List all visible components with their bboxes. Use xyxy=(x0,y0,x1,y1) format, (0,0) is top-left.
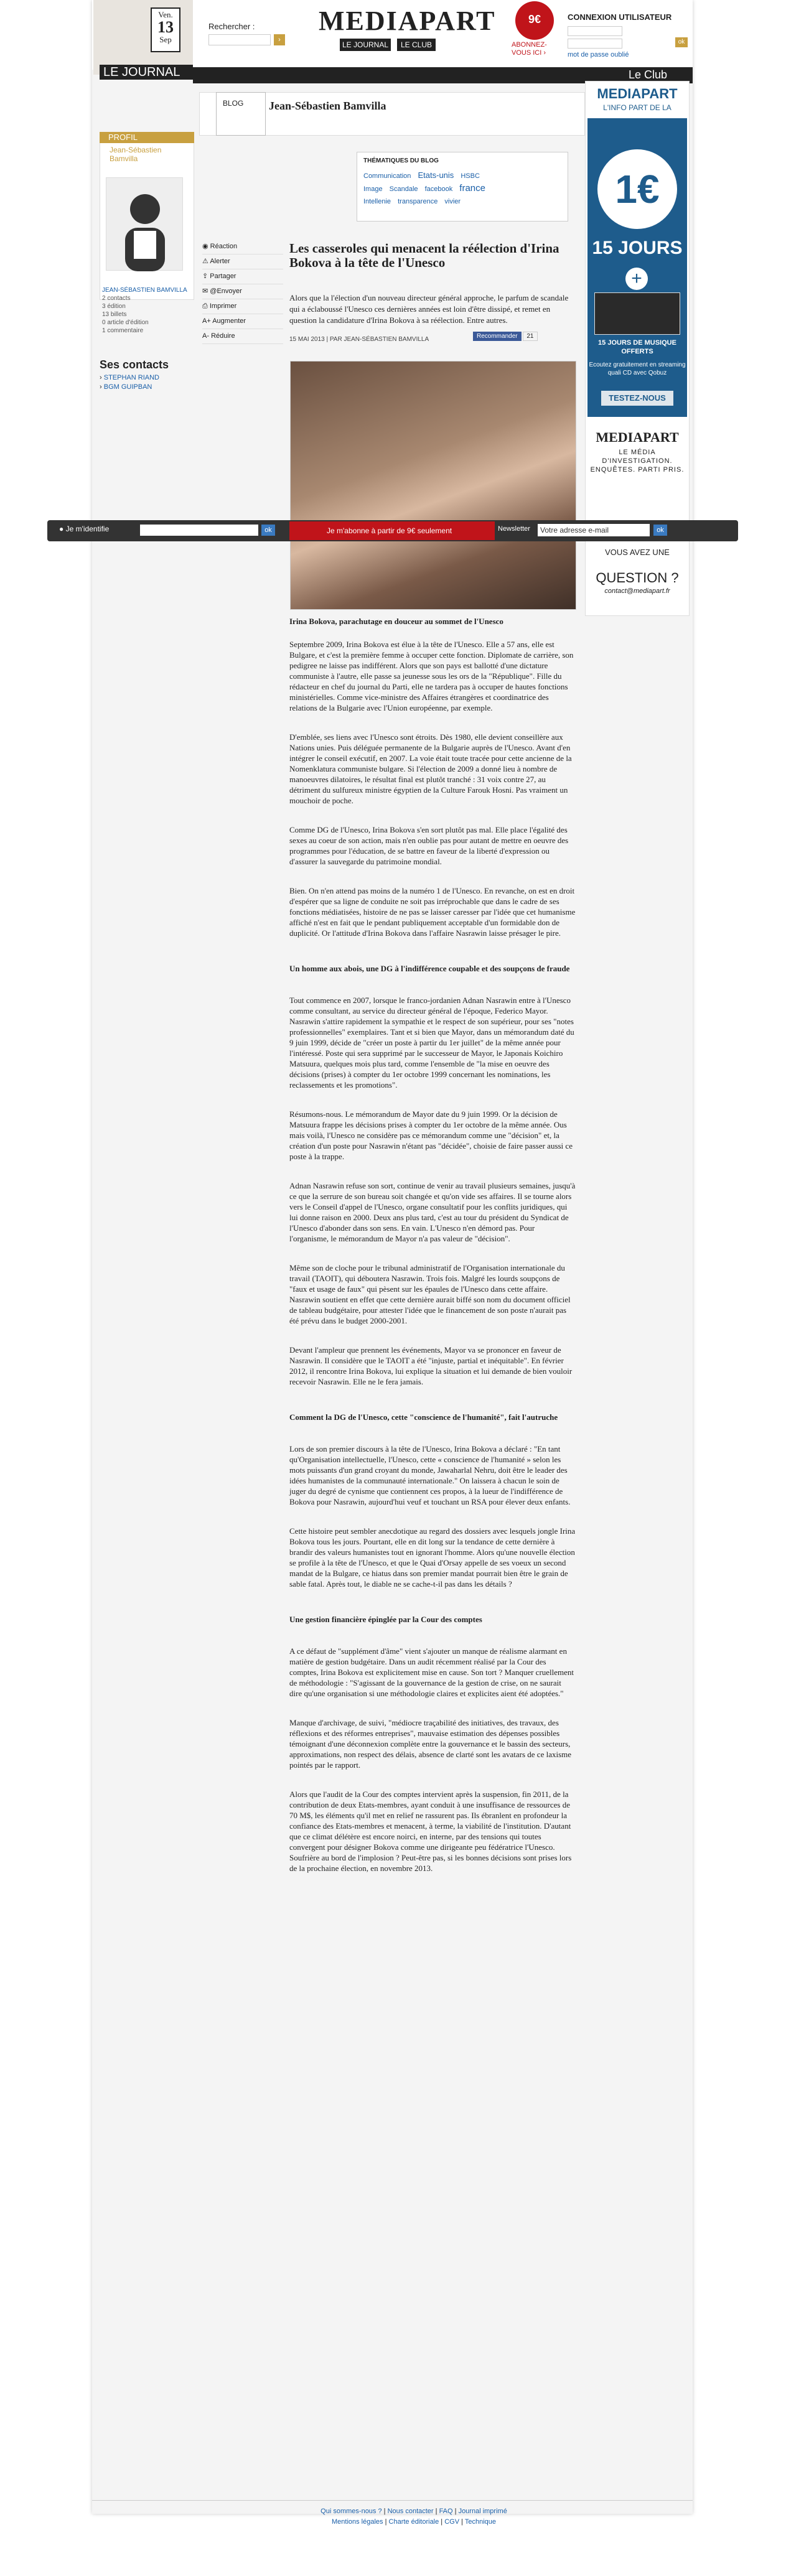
identify-input[interactable] xyxy=(140,525,258,536)
ad2-question: VOUS AVEZ UNE xyxy=(605,548,670,557)
footer-link[interactable]: Journal imprimé xyxy=(458,2508,507,2515)
section-heading: Un homme aux abois, une DG à l'indifférence coupable et des soupçons de fraude xyxy=(289,964,570,973)
tool-label: Imprimer xyxy=(209,302,237,310)
login-button[interactable]: ok xyxy=(675,37,688,47)
article-paragraph: Résumons-nous. Le mémorandum de Mayor date du 9 juin 1999. Or la décision de Matsuura frappe les décisions prises à compter du 1er octobre de la même année. Ous mais voilà, l'Unesco ne considère pas ce mémorandum comme une "décision" et, la création d'un poste pour Nasrawin n'étant pas "décidée", choisie de faire passer aussi ce poste à la trappe. xyxy=(289,1109,573,1161)
contact-link[interactable]: STEPHAN RIAND xyxy=(103,374,159,381)
tag-link[interactable]: Image xyxy=(363,185,383,193)
article-paragraph: Tout commence en 2007, lorsque le franco-jordanien Adnan Nasrawin entre à l'Unesco comme consultant, au service du directeur général de l'époque, Federico Mayor. Nasrawin s'attire rapidement la sympathie et le respect de son supérieur, pour ses "notes professionnelles" exemplaires. Tant et si bien que Mayor, dans un mémorandum daté du 9 juin 1999, décide de "créer un poste à partir du 1er juillet" de la même année pour l'intéressé. Poste qui sera supprimé par le successeur de Mayor, le Japonais Koichiro Matsuura, quelques mois plus tard, comme l'ensemble de "la mise en oeuvre des décisions (prises) à compter du 1er octobre 1999 concernant les nominations, les reclassements et les promotions". xyxy=(289,996,574,1090)
tool-label: Augmenter xyxy=(212,317,246,325)
tool-print[interactable]: ⎙ Imprimer xyxy=(202,299,283,314)
article-paragraph: Manque d'archivage, de suivi, "médiocre traçabilité des initiatives, des travaux, des réflexions et des réformes entreprises", mauvaise estimation des dépenses possibles témoignant d'une déconnexion complète entre la gouvernance et le bassin des secteurs, approximations, non respect des délais, absence de clarté sont les avatars de ce laxisme pointés par le rapport. xyxy=(289,1718,572,1770)
forgot-password-text[interactable]: mot de passe oublié xyxy=(568,51,629,58)
article-body xyxy=(289,616,576,1892)
ad2-tagline: LE MÉDIA D'INVESTIGATION. ENQUÊTES. PARTI PRIS. xyxy=(590,449,685,474)
footer xyxy=(289,2506,538,2527)
stat-item[interactable]: 1 commentaire xyxy=(102,327,144,334)
tag-link[interactable]: france xyxy=(459,183,485,194)
tool-label: Partager xyxy=(210,273,236,280)
nav-club[interactable]: LE CLUB xyxy=(397,39,436,51)
ad-days: 15 JOURS xyxy=(592,238,683,258)
stat-item[interactable]: 2 contacts xyxy=(102,295,131,302)
search-input[interactable] xyxy=(208,34,271,45)
newsletter-email-input[interactable]: Votre adresse e-mail xyxy=(538,524,650,536)
stat-item[interactable]: 3 édition xyxy=(102,303,126,310)
tag-link[interactable]: Etats-unis xyxy=(418,170,454,180)
tool-label: Alerter xyxy=(210,258,230,265)
section-heading: Irina Bokova, parachutage en douceur au sommet de l'Unesco xyxy=(289,617,503,626)
password-field[interactable] xyxy=(568,39,622,49)
tag-link[interactable]: facebook xyxy=(424,185,453,193)
article-paragraph: D'emblée, ses liens avec l'Unesco sont étroits. Dès 1980, elle devient conseillère aux Nations unies. Puis déléguée permanente de la Bulgarie auprès de l'Unesco. Avant d'en intégrer le conseil exécutif, en 2007. La voie était toute tracée pour cette ancienne de la Nomenklatura communiste bulgare. Si l'élection de 2009 a donné lieu à nombre de manoeuvres dilatoires, le résultat final est plutôt tranché : 31 voix contre 27, au détriment du sulfureux ministre égyptien de la Culture Farouk Hosni. Pas vraiment un mouchoir de poche. xyxy=(289,732,572,805)
article-paragraph: Même son de cloche pour le tribunal administratif de l'Organisation internationale du travail (TAOIT), qui déboutera Nasrawin. Trois fois. Malgré les lourds soupçons de "faux et usage de faux" qui pèsent sur les épaules de l'Unesco dans cette affaire. Nasrawin soutient en effet que cette dernière aurait biffé son nom du document officiel de tableau budgétaire, pour attester l'idée que le financement de son poste n'aurait pas été prévu dans le budget 2000-2001. xyxy=(289,1263,571,1325)
date-day: 13 xyxy=(157,18,174,36)
profile-caption[interactable]: JEAN-SÉBASTIEN BAMVILLA xyxy=(102,287,187,294)
article-title: Les casseroles qui menacent la réélection d'Irina Bokova à la tête de l'Unesco xyxy=(289,241,559,270)
recommend-button[interactable]: Recommander xyxy=(473,332,522,341)
tool-decrease[interactable]: A- Réduire xyxy=(202,329,283,344)
article-photo xyxy=(290,361,576,610)
promo-badge[interactable]: 9€ xyxy=(515,1,554,40)
tool-alert[interactable]: ⚠ Alerter xyxy=(202,254,283,269)
tool-reaction[interactable]: ◉ Réaction xyxy=(202,240,283,254)
forgot-password-link[interactable] xyxy=(568,51,629,58)
tag-link[interactable]: transparence xyxy=(398,198,438,205)
tag-link[interactable]: Communication xyxy=(363,172,411,180)
contact-link[interactable]: BGM GUIPBAN xyxy=(103,383,152,391)
blog-author[interactable]: Jean-Sébastien Bamvilla xyxy=(269,100,386,112)
testez-button[interactable]: TESTEZ-NOUS xyxy=(601,391,673,406)
newsletter-button[interactable]: ok xyxy=(653,525,667,536)
article-paragraph: Cette histoire peut sembler anecdotique au regard des dossiers avec lesquels jongle Irina Bokova tous les jours. Pourtant, elle en dit long sur la tendance de cette dernière à brandir des valeurs humanistes tout en ignorant l'homme. Alors qu'une nouvelle élection se profile à la tête de l'Unesco, et que le Quai d'Orsay appelle de ses voeux un second mandat de la Bulgare, ce hiatus dans son premier mandat pourrait bien être le grain de sable fatal. Après tout, le diable ne se cache-t-il pas dans les détails ? xyxy=(289,1526,576,1589)
contact-item[interactable]: › STEPHAN RIAND xyxy=(100,374,159,381)
stat-item[interactable]: 13 billets xyxy=(102,311,127,318)
search-button[interactable]: › xyxy=(274,34,285,45)
connection-title: CONNEXION UTILISATEUR xyxy=(568,12,672,22)
footer-link[interactable]: Technique xyxy=(464,2518,497,2526)
article-paragraph: Devant l'ampleur que prennent les événements, Mayor va se prononcer en faveur de Nasrawin. Il considère que le TAOIT a été "injuste, partial et inéquitable". En février 2012, il rencontre Irina Bokova, lui explique la situation et lui demande de bien vouloir recevoir Nasrawin. Elle ne le fera jamais. xyxy=(289,1345,573,1386)
profile-stats xyxy=(102,286,189,335)
article-paragraph: A ce défaut de "supplément d'âme" vient s'ajouter un manque de réalisme alarmant en matière de gestion budgétaire. Dans un audit récemment réalisé par la Cour des comptes, Irina Bokova est explicitement mise en cause. Son tort ? Manquer cruellement de méthodologie : "S'agissant de la gouvernance de la gestion de crise, on ne saurait dire qu'une organisation si une méthodologie claires et explicites aient été adoptées." xyxy=(289,1646,574,1698)
tag-link[interactable]: HSBC xyxy=(461,172,480,180)
brand-logo[interactable]: MEDIAPART xyxy=(319,6,496,36)
profile-name[interactable]: Jean-Sébastien Bamvilla xyxy=(110,146,162,163)
tag-link[interactable]: Intellenie xyxy=(363,198,391,205)
article-meta: 15 MAI 2013 | PAR JEAN-SÉBASTIEN BAMVILLA xyxy=(289,336,429,343)
ad-price: 1€ xyxy=(597,149,677,229)
ad-music: 15 JOURS DE MUSIQUE OFFERTS xyxy=(598,339,676,355)
contacts-title: Ses contacts xyxy=(100,358,169,371)
tags-title: THÉMATIQUES DU BLOG xyxy=(363,157,439,164)
identify-text: Je m'identifie xyxy=(65,525,110,533)
footer-link[interactable]: Charte éditoriale xyxy=(388,2518,439,2526)
footer-row-1: Qui sommes-nous ? | Nous contacter | FAQ | Journal imprimé xyxy=(320,2508,507,2515)
plus-icon: + xyxy=(625,268,648,290)
newsletter-label: Newsletter xyxy=(498,525,530,533)
journal-label[interactable]: LE JOURNAL xyxy=(100,65,193,80)
tool-label: @Envoyer xyxy=(210,287,242,295)
ad-brand: MEDIAPART xyxy=(587,83,687,118)
article-paragraph: Comme DG de l'Unesco, Irina Bokova s'en sort plutôt pas mal. Elle place l'égalité des sexes au coeur de son action, mais n'en oublie pas pour autant de mettre en oeuvre des programmes pour l'éducation, de se battre en faveur de la liberté d'expression ou d'assurer la sauvegarde du patrimoine mondial. xyxy=(289,825,569,866)
tool-send[interactable]: ✉ @Envoyer xyxy=(202,284,283,299)
tool-share[interactable]: ⇪ Partager xyxy=(202,269,283,284)
search-label: Rechercher : xyxy=(208,22,255,31)
section-heading: Comment la DG de l'Unesco, cette "conscience de l'humanité", fait l'autruche xyxy=(289,1412,558,1422)
date-box xyxy=(151,7,180,52)
club-bar-label[interactable]: Le Club xyxy=(629,68,668,81)
article-tools xyxy=(202,240,283,344)
stat-item[interactable]: 0 article d'édition xyxy=(102,319,149,326)
article-paragraph: Adnan Nasrawin refuse son sort, continue de venir au travail plusieurs semaines, jusqu'à ce que la serrure de son bureau soit changée et qu'on vide ses affaires. Il se tourne alors vers le Conseil d'appel de l'Unesco, organe consultatif pour les conflits juridiques, qui lui donne raison en 2000. Deux ans plus tard, c'est au tour du président du Syndicat de l'Unesco d'abonder dans son sens. En vain. L'Unesco n'en démord pas. Pour l'organisme, le mémorandum de Mayor n'a pas valeur de "décision". xyxy=(289,1181,576,1243)
ad2-question-big: QUESTION ? xyxy=(596,570,679,586)
contact-item[interactable]: › BGM GUIPBAN xyxy=(100,383,152,391)
article-paragraph: Bien. On n'en attend pas moins de la numéro 1 de l'Unesco. En revanche, on est en droit d'espérer que sa ligne de conduite ne soit pas irréprochable que dans le cadre de ses fonctions médiatisées, histoire de ne pas se laisser caresser par l'idée que cet humanisme affiché n'est en fait que le pendant publiquement acceptable d'un formidable don de duplicité. Or l'attitude d'Irina Bokova dans l'affaire Nasrawin laisse présager le pire. xyxy=(289,886,576,938)
article-social xyxy=(473,333,538,340)
article-paragraph: Septembre 2009, Irina Bokova est élue à la tête de l'Unesco. Elle a 57 ans, elle est Bulgare, et c'est la première femme à occuper cette fonction. Diplomate de carrière, son pedigree ne laisse pas indifférent. Alors que son pays est ballotté d'une dictature communiste à l'autre, elle passe sa jeunesse sous les ors de la "République". Fille du rédacteur en chef du journal du Parti, elle ne tardera pas à occuper de hautes fonctions ministérielles. Comme vice-ministre des Affaires étrangères et coordinatrice des relations de la Bulgarie avec l'Union européenne, par exemple. xyxy=(289,640,574,712)
tags-box xyxy=(357,152,568,222)
tool-increase[interactable]: A+ Augmenter xyxy=(202,314,283,329)
tag-link[interactable]: Scandale xyxy=(389,185,418,193)
section-heading: Une gestion financière épinglée par la Cour des comptes xyxy=(289,1615,482,1624)
ad2-brand: MEDIAPART xyxy=(596,429,679,445)
identify-label: ● Je m'identifie xyxy=(59,525,110,533)
footer-link[interactable]: CGV xyxy=(444,2518,460,2526)
profile-heading: PROFIL xyxy=(100,132,194,143)
nav-journal[interactable]: LE JOURNAL xyxy=(340,39,391,51)
tool-label: Réduire xyxy=(211,332,235,340)
ad-ecoutez: Ecoutez gratuitement en streaming quali CD avec Qobuz xyxy=(589,362,686,376)
footer-link[interactable]: Mentions légales xyxy=(331,2518,383,2526)
subscribe-offer[interactable]: Je m'abonne à partir de 9€ seulement xyxy=(289,521,495,540)
date-month: Sep xyxy=(159,35,172,44)
article-lead: Alors que la l'élection d'un nouveau directeur général approche, le parfum de scandale qui a éclaboussé l'Unesco ces dernières années est loin d'être dissipé, et remet en question la candidature d'Irina Bokova à sa réélection. Entre autres. xyxy=(289,293,569,325)
footer-divider xyxy=(92,2500,693,2501)
login-field[interactable] xyxy=(568,26,622,36)
footer-link[interactable]: Nous contacter xyxy=(387,2508,434,2515)
article-paragraph: Lors de son premier discours à la tête de l'Unesco, Irina Bokova a déclaré : "En tant qu'Organisation intellectuelle, l'Unesco, cette « conscience de l'humanité » selon les mots puissants d'un grand croyant du monde, Jawaharlal Nehru, doit être le leader des idées humanistes de la communauté internationale." On laissera à chacun le soin de juger du degré de cynisme que contiennent ces propos, à la lueur de l'indifférence de Bokova pour Nasrawin, aujourd'hui veuf et touchant un RSA pour élever deux enfants. xyxy=(289,1444,571,1506)
contacts-list xyxy=(100,373,159,392)
footer-link[interactable]: FAQ xyxy=(439,2508,453,2515)
person-silhouette-icon xyxy=(106,178,184,271)
blog-tab[interactable]: BLOG xyxy=(216,92,266,136)
article-paragraph: Alors que l'audit de la Cour des comptes intervient après la suspension, fin 2011, de la contribution de deux Etats-membres, ayant conduit à une insuffisance de ressources de 70 M$, les éléments qu'il met en relief ne rassurent pas. Ils ébranlent en profondeur la confiance des Etats-membres et menacent, à terme, la viabilité de l'institution. D'autant que ce climat délétère est encore noirci, en interne, par des tensions qui toutes convergent pour désigner Bokova comme une dirigeante peu fédératrice l'Unesco. Soufrière au bord de l'implosion ? Peut-être pas, si les bonnes décisions sont prises lors de la prochaine élection, en novembre 2013. xyxy=(289,1790,572,1873)
ad-subtitle: L'INFO PART DE LA xyxy=(603,103,671,112)
identify-button[interactable]: ok xyxy=(261,525,275,536)
tag-link[interactable]: vivier xyxy=(444,198,461,205)
avatar[interactable] xyxy=(106,177,183,271)
tool-label: Réaction xyxy=(210,243,238,250)
promo-link[interactable]: ABONNEZ-VOUS ICI › xyxy=(512,41,547,57)
album-covers xyxy=(594,292,680,335)
date-day-name: Ven. xyxy=(158,10,173,19)
footer-link[interactable]: Qui sommes-nous ? xyxy=(320,2508,382,2515)
ad2-mail[interactable]: contact@mediapart.fr xyxy=(604,587,670,595)
footer-row-2: Mentions légales | Charte éditoriale | CGV | Technique xyxy=(331,2518,497,2526)
recommend-count: 21 xyxy=(523,332,537,341)
